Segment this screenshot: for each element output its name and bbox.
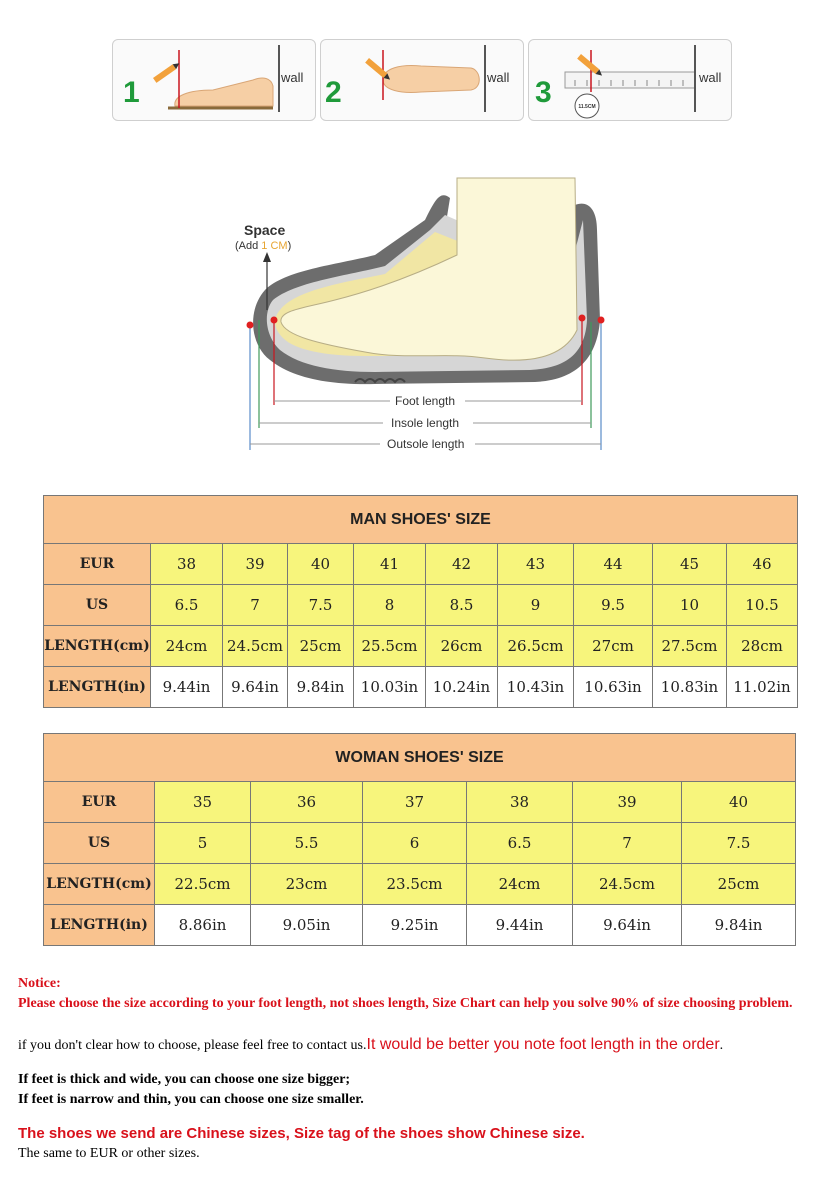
notice-narrow-feet: If feet is narrow and thin, you can choose one size smaller. — [18, 1092, 364, 1107]
table-cell: 9.5 — [574, 585, 653, 626]
step-number: 1 — [123, 76, 140, 109]
table-cell: 6.5 — [151, 585, 223, 626]
table-cell: 26cm — [426, 626, 498, 667]
table-cell: 25.5cm — [354, 626, 426, 667]
table-cell: 10.43in — [498, 667, 574, 708]
table-cell: 11.02in — [727, 667, 798, 708]
table-row — [44, 864, 796, 905]
table-cell: 41 — [354, 544, 426, 585]
table-cell: 10.5 — [727, 585, 798, 626]
table-cell: 37 — [363, 782, 467, 823]
table-cell: 39 — [223, 544, 288, 585]
table-cell: 8 — [354, 585, 426, 626]
table-cell: 10.03in — [354, 667, 426, 708]
table-cell: 6 — [363, 823, 467, 864]
table-cell: 24cm — [467, 864, 573, 905]
space-add-note: (Add 1 CM) — [235, 240, 292, 252]
woman-size-table — [43, 733, 796, 946]
table-row — [44, 667, 798, 708]
table-cell: 28cm — [727, 626, 798, 667]
row-header: US — [44, 823, 155, 864]
table-row — [44, 626, 798, 667]
table-cell: 23.5cm — [363, 864, 467, 905]
woman-table-title: WOMAN SHOES' SIZE — [44, 734, 796, 782]
table-cell: 43 — [498, 544, 574, 585]
step-3-panel — [528, 39, 732, 121]
wall-label: wall — [487, 70, 510, 85]
table-cell: 40 — [682, 782, 796, 823]
table-cell: 9.05in — [251, 905, 363, 946]
row-header: LENGTH(cm) — [44, 864, 155, 905]
table-row — [44, 782, 796, 823]
row-header: EUR — [44, 544, 151, 585]
table-cell: 40 — [288, 544, 354, 585]
table-cell: 46 — [727, 544, 798, 585]
table-cell: 27.5cm — [653, 626, 727, 667]
table-cell: 9.44in — [467, 905, 573, 946]
table-cell: 26.5cm — [498, 626, 574, 667]
table-row — [44, 585, 798, 626]
wall-label: wall — [281, 70, 304, 85]
table-row — [44, 905, 796, 946]
table-cell: 27cm — [574, 626, 653, 667]
step-1-panel — [112, 39, 316, 121]
wall-label: wall — [699, 70, 722, 85]
man-size-table — [43, 495, 798, 708]
table-cell: 6.5 — [467, 823, 573, 864]
table-cell: 25cm — [288, 626, 354, 667]
table-title-row — [44, 496, 798, 544]
table-cell: 7 — [573, 823, 682, 864]
row-header: LENGTH(in) — [44, 905, 155, 946]
step-number: 3 — [535, 76, 552, 109]
notice-thick-feet: If feet is thick and wide, you can choose one size bigger; — [18, 1072, 351, 1087]
row-header: US — [44, 585, 151, 626]
table-cell: 35 — [155, 782, 251, 823]
notice-size-advice: Please choose the size according to your foot length, not shoes length, Size Chart can help you solve 90% of size choosing problem. — [18, 996, 793, 1011]
table-cell: 10 — [653, 585, 727, 626]
shoe-length-diagram — [225, 160, 625, 460]
row-header: LENGTH(cm) — [44, 626, 151, 667]
insole-length-label: Insole length — [391, 416, 460, 430]
table-title-row — [44, 734, 796, 782]
table-cell: 38 — [467, 782, 573, 823]
step-number: 2 — [325, 76, 342, 109]
table-cell: 5 — [155, 823, 251, 864]
table-row — [44, 544, 798, 585]
table-cell: 22.5cm — [155, 864, 251, 905]
table-cell: 45 — [653, 544, 727, 585]
notice-heading: Notice: — [18, 976, 61, 991]
table-cell: 10.24in — [426, 667, 498, 708]
table-cell: 5.5 — [251, 823, 363, 864]
space-title: Space — [244, 222, 286, 238]
table-cell: 25cm — [682, 864, 796, 905]
table-cell: 24cm — [151, 626, 223, 667]
table-cell: 7 — [223, 585, 288, 626]
foot-length-label: Foot length — [395, 394, 456, 408]
table-cell: 9 — [498, 585, 574, 626]
table-cell: 7.5 — [682, 823, 796, 864]
table-cell: 7.5 — [288, 585, 354, 626]
table-cell: 10.83in — [653, 667, 727, 708]
shoe-foot-illustration — [225, 160, 625, 460]
table-cell: 24.5cm — [573, 864, 682, 905]
notice-contact-line: if you don't clear how to choose, please feel free to contact us.It would be better you note foot length in the order. — [18, 1036, 724, 1053]
table-row — [44, 823, 796, 864]
table-cell: 9.84in — [288, 667, 354, 708]
table-cell: 23cm — [251, 864, 363, 905]
table-cell: 9.44in — [151, 667, 223, 708]
table-cell: 8.5 — [426, 585, 498, 626]
notice-chinese-sizes: The shoes we send are Chinese sizes, Size tag of the shoes show Chinese size. — [18, 1125, 585, 1142]
table-cell: 42 — [426, 544, 498, 585]
row-header: EUR — [44, 782, 155, 823]
row-header: LENGTH(in) — [44, 667, 151, 708]
notice-same-sizes: The same to EUR or other sizes. — [18, 1146, 200, 1161]
table-cell: 8.86in — [155, 905, 251, 946]
table-cell: 39 — [573, 782, 682, 823]
table-cell: 24.5cm — [223, 626, 288, 667]
man-table-title: MAN SHOES' SIZE — [44, 496, 798, 544]
table-cell: 9.64in — [223, 667, 288, 708]
table-cell: 9.25in — [363, 905, 467, 946]
table-cell: 38 — [151, 544, 223, 585]
measure-badge: 11.5CM — [578, 104, 596, 110]
table-cell: 9.64in — [573, 905, 682, 946]
table-cell: 36 — [251, 782, 363, 823]
table-cell: 10.63in — [574, 667, 653, 708]
step-2-panel — [320, 39, 524, 121]
table-cell: 44 — [574, 544, 653, 585]
outsole-length-label: Outsole length — [387, 437, 465, 451]
table-cell: 9.84in — [682, 905, 796, 946]
